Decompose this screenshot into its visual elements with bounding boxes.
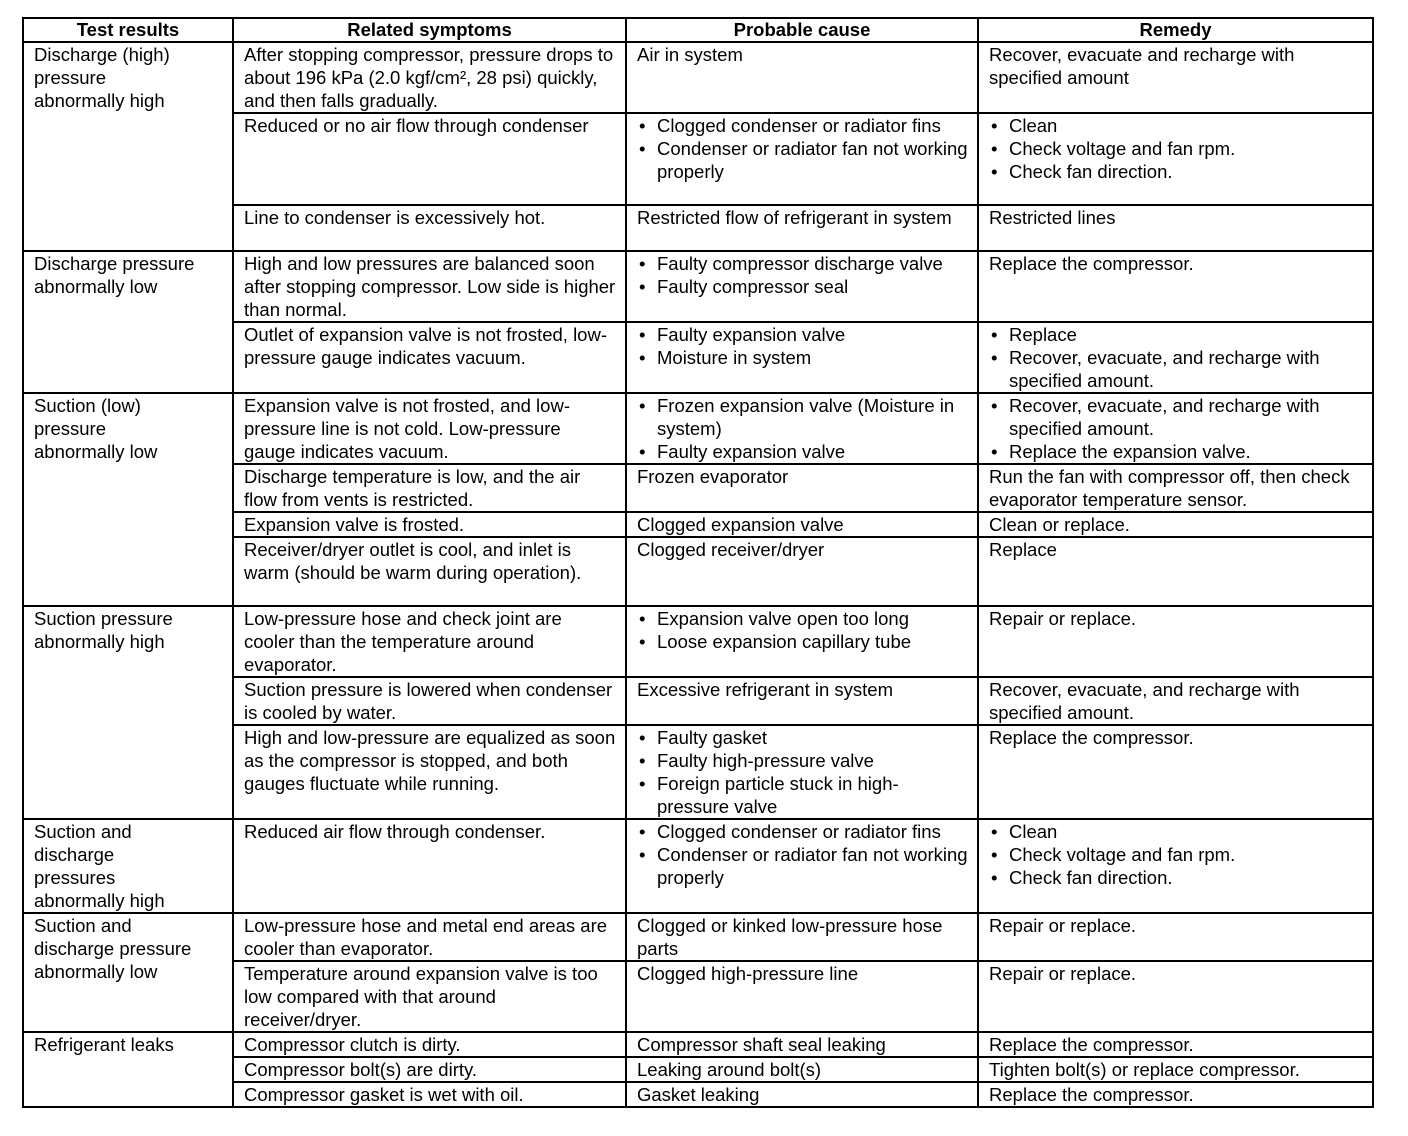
test-result-cell bbox=[23, 1032, 233, 1107]
remedy-item: • Recover, evacuate, and recharge with specified amount. bbox=[1009, 394, 1364, 440]
cause-list bbox=[637, 394, 969, 463]
cause-text: Frozen evaporator bbox=[637, 466, 789, 487]
cause-cell bbox=[626, 113, 978, 205]
remedy-text: Recover, evacuate and recharge with specified amount bbox=[989, 44, 1295, 88]
remedy-text: Replace the compressor. bbox=[989, 253, 1194, 274]
cause-cell bbox=[626, 961, 978, 1032]
test-result-text: Suction pressure abnormally high bbox=[34, 608, 173, 652]
symptom-cell: Outlet of expansion valve is not frosted, low-pressure gauge indicates vacuum. bbox=[233, 322, 626, 393]
test-result-text: Discharge pressure abnormally low bbox=[34, 253, 195, 297]
remedy-cell bbox=[978, 1082, 1373, 1107]
symptom-cell: After stopping compressor, pressure drops to about 196 kPa (2.0 kgf/cm², 28 psi) quickly, and then falls gradually. bbox=[233, 42, 626, 113]
cause-text: Clogged expansion valve bbox=[637, 514, 844, 535]
remedy-cell bbox=[978, 464, 1373, 512]
test-result-cell bbox=[23, 42, 233, 251]
cause-list bbox=[637, 820, 969, 889]
test-result-text: Suction and discharge pressures abnormally high bbox=[34, 821, 165, 911]
remedy-text: Run the fan with compressor off, then check evaporator temperature sensor. bbox=[989, 466, 1350, 510]
table-row bbox=[23, 393, 1373, 464]
cause-cell bbox=[626, 1032, 978, 1057]
remedy-item: • Check voltage and fan rpm. bbox=[1009, 843, 1364, 866]
remedy-cell bbox=[978, 725, 1373, 819]
remedy-cell bbox=[978, 819, 1373, 913]
remedy-item: • Replace the expansion valve. bbox=[1009, 440, 1364, 463]
cause-cell bbox=[626, 464, 978, 512]
remedy-cell bbox=[978, 113, 1373, 205]
remedy-cell bbox=[978, 913, 1373, 961]
remedy-text: Recover, evacuate, and recharge with specified amount. bbox=[989, 679, 1300, 723]
symptom-cell: Temperature around expansion valve is too low compared with that around receiver/dryer. bbox=[233, 961, 626, 1032]
cause-cell bbox=[626, 42, 978, 113]
remedy-list bbox=[989, 114, 1364, 183]
symptom-cell: High and low-pressure are equalized as soon as the compressor is stopped, and both gauges fluctuate while running. bbox=[233, 725, 626, 819]
remedy-cell bbox=[978, 251, 1373, 322]
symptom-cell: Expansion valve is not frosted, and low-pressure line is not cold. Low-pressure gauge indicates vacuum. bbox=[233, 393, 626, 464]
cause-item: • Expansion valve open too long bbox=[657, 607, 969, 630]
cause-text: Leaking around bolt(s) bbox=[637, 1059, 822, 1080]
test-result-cell bbox=[23, 393, 233, 606]
cause-cell bbox=[626, 819, 978, 913]
symptom-cell: Expansion valve is frosted. bbox=[233, 512, 626, 537]
test-result-cell bbox=[23, 251, 233, 393]
remedy-cell bbox=[978, 1057, 1373, 1082]
cause-item: • Frozen expansion valve (Moisture in system) bbox=[657, 394, 969, 440]
remedy-text: Replace bbox=[989, 539, 1057, 560]
test-result-text: Suction (low) pressure abnormally low bbox=[34, 395, 158, 462]
cause-item: • Faulty high-pressure valve bbox=[657, 749, 969, 772]
table-row bbox=[23, 251, 1373, 322]
remedy-cell bbox=[978, 393, 1373, 464]
cause-list bbox=[637, 726, 969, 818]
cause-cell bbox=[626, 725, 978, 819]
cause-cell bbox=[626, 322, 978, 393]
test-result-cell bbox=[23, 606, 233, 819]
cause-item: • Clogged condenser or radiator fins bbox=[657, 820, 969, 843]
test-result-text: Discharge (high) pressure abnormally high bbox=[34, 44, 170, 111]
remedy-cell bbox=[978, 537, 1373, 606]
remedy-text: Tighten bolt(s) or replace compressor. bbox=[989, 1059, 1300, 1080]
table-row bbox=[23, 819, 1373, 913]
symptom-cell: Compressor bolt(s) are dirty. bbox=[233, 1057, 626, 1082]
symptom-cell: High and low pressures are balanced soon after stopping compressor. Low side is higher than normal. bbox=[233, 251, 626, 322]
cause-text: Restricted flow of refrigerant in system bbox=[637, 207, 952, 228]
table-body bbox=[23, 42, 1373, 1107]
symptom-cell: Reduced or no air flow through condenser bbox=[233, 113, 626, 205]
test-result-text: Suction and discharge pressure abnormally low bbox=[34, 915, 192, 982]
remedy-cell bbox=[978, 42, 1373, 113]
symptom-cell: Compressor gasket is wet with oil. bbox=[233, 1082, 626, 1107]
remedy-cell bbox=[978, 961, 1373, 1032]
cause-text: Clogged high-pressure line bbox=[637, 963, 859, 984]
cause-list bbox=[637, 114, 969, 183]
test-result-cell bbox=[23, 819, 233, 913]
cause-text: Excessive refrigerant in system bbox=[637, 679, 894, 700]
remedy-cell bbox=[978, 322, 1373, 393]
cause-text: Air in system bbox=[637, 44, 743, 65]
cause-cell bbox=[626, 1082, 978, 1107]
cause-text: Clogged or kinked low-pressure hose parts bbox=[637, 915, 943, 959]
cause-cell bbox=[626, 393, 978, 464]
cause-cell bbox=[626, 205, 978, 251]
symptom-cell: Low-pressure hose and check joint are cooler than the temperature around evaporator. bbox=[233, 606, 626, 677]
table-row bbox=[23, 42, 1373, 113]
cause-cell bbox=[626, 677, 978, 725]
cause-item: • Faulty compressor discharge valve bbox=[657, 252, 969, 275]
cause-item: • Faulty expansion valve bbox=[657, 440, 969, 463]
cause-item: • Loose expansion capillary tube bbox=[657, 630, 969, 653]
remedy-cell bbox=[978, 205, 1373, 251]
symptom-cell: Compressor clutch is dirty. bbox=[233, 1032, 626, 1057]
remedy-item: • Check fan direction. bbox=[1009, 866, 1364, 889]
remedy-text: Repair or replace. bbox=[989, 915, 1137, 936]
remedy-item: • Clean bbox=[1009, 114, 1364, 137]
remedy-item: • Replace bbox=[1009, 323, 1364, 346]
remedy-text: Restricted lines bbox=[989, 207, 1116, 228]
cause-cell bbox=[626, 606, 978, 677]
column-header-test-results: Test results bbox=[23, 18, 233, 42]
remedy-list bbox=[989, 323, 1364, 392]
remedy-item: • Check voltage and fan rpm. bbox=[1009, 137, 1364, 160]
remedy-list bbox=[989, 820, 1364, 889]
remedy-cell bbox=[978, 677, 1373, 725]
cause-text: Gasket leaking bbox=[637, 1084, 760, 1105]
symptom-cell: Suction pressure is lowered when condenser is cooled by water. bbox=[233, 677, 626, 725]
symptom-cell: Low-pressure hose and metal end areas are cooler than evaporator. bbox=[233, 913, 626, 961]
diagnosis-table bbox=[22, 17, 1374, 1108]
cause-item: • Moisture in system bbox=[657, 346, 969, 369]
cause-item: • Faulty gasket bbox=[657, 726, 969, 749]
header-row bbox=[23, 18, 1373, 42]
cause-list bbox=[637, 323, 969, 369]
symptom-cell: Receiver/dryer outlet is cool, and inlet is warm (should be warm during operation). bbox=[233, 537, 626, 606]
table-row bbox=[23, 1032, 1373, 1057]
remedy-item: • Recover, evacuate, and recharge with specified amount. bbox=[1009, 346, 1364, 392]
remedy-text: Repair or replace. bbox=[989, 608, 1137, 629]
remedy-list bbox=[989, 394, 1364, 463]
cause-list bbox=[637, 607, 969, 653]
remedy-text: Repair or replace. bbox=[989, 963, 1137, 984]
cause-cell bbox=[626, 537, 978, 606]
test-result-cell bbox=[23, 913, 233, 1032]
cause-item: • Faulty compressor seal bbox=[657, 275, 969, 298]
cause-cell bbox=[626, 512, 978, 537]
symptom-cell: Reduced air flow through condenser. bbox=[233, 819, 626, 913]
cause-item: • Condenser or radiator fan not working properly bbox=[657, 137, 969, 183]
symptom-cell: Line to condenser is excessively hot. bbox=[233, 205, 626, 251]
cause-text: Compressor shaft seal leaking bbox=[637, 1034, 886, 1055]
remedy-cell bbox=[978, 512, 1373, 537]
table-row bbox=[23, 606, 1373, 677]
remedy-text: Replace the compressor. bbox=[989, 1084, 1194, 1105]
troubleshooting-sheet bbox=[22, 17, 1372, 1108]
cause-item: • Foreign particle stuck in high-pressure valve bbox=[657, 772, 969, 818]
remedy-text: Clean or replace. bbox=[989, 514, 1130, 535]
column-header-probable-cause: Probable cause bbox=[626, 18, 978, 42]
cause-text: Clogged receiver/dryer bbox=[637, 539, 825, 560]
cause-cell bbox=[626, 1057, 978, 1082]
cause-list bbox=[637, 252, 969, 298]
remedy-item: • Check fan direction. bbox=[1009, 160, 1364, 183]
cause-item: • Condenser or radiator fan not working properly bbox=[657, 843, 969, 889]
column-header-related-symptoms: Related symptoms bbox=[233, 18, 626, 42]
symptom-cell: Discharge temperature is low, and the air flow from vents is restricted. bbox=[233, 464, 626, 512]
cause-cell bbox=[626, 913, 978, 961]
remedy-item: • Clean bbox=[1009, 820, 1364, 843]
test-result-text: Refrigerant leaks bbox=[34, 1034, 174, 1055]
column-header-remedy: Remedy bbox=[978, 18, 1373, 42]
remedy-cell bbox=[978, 606, 1373, 677]
cause-item: • Clogged condenser or radiator fins bbox=[657, 114, 969, 137]
cause-cell bbox=[626, 251, 978, 322]
remedy-cell bbox=[978, 1032, 1373, 1057]
remedy-text: Replace the compressor. bbox=[989, 1034, 1194, 1055]
cause-item: • Faulty expansion valve bbox=[657, 323, 969, 346]
table-row bbox=[23, 913, 1373, 961]
remedy-text: Replace the compressor. bbox=[989, 727, 1194, 748]
